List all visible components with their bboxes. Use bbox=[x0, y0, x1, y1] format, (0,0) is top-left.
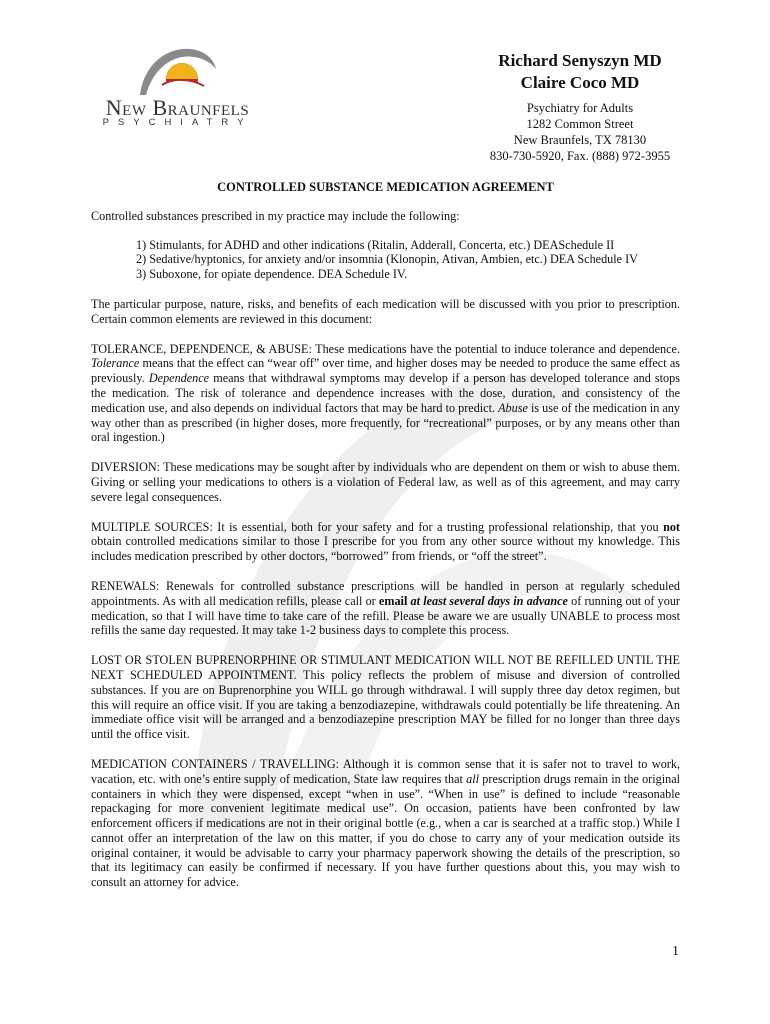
lost-stolen-paragraph: LOST OR STOLEN BUPRENORPHINE OR STIMULANT MEDICATION WILL NOT BE REFILLED UNTIL THE NEXT SCHEDULED APPOINTMENT. This policy reflects the problem of misuse and diversion of controlled substances. If you are on Buprenorphine you WILL go through withdrawal. I will supply three day detox regimen, but this will require an office visit. If you are taking a benzodiazepine, withdrawals could potentially be life threatening. An immediate office visit will be arranged and a benzodiazepine prescription MAY be filled for no longer than three days until the office visit. bbox=[91, 653, 680, 742]
tolerance-paragraph: TOLERANCE, DEPENDENCE, & ABUSE: These medications have the potential to induce tolerance and dependence. Tolerance means that the effect can “wear off” over time, and higher doses may be needed to produce the same effect as previously. Dependence means that withdrawal symptoms may develop if a person has developed tolerance and stops the medication. The risk of tolerance and dependence increases with the dose, duration, and consistency of the medication use, and also depends on individual factors that may be hard to predict. Abuse is use of the medication in any way other than as prescribed (in higher doses, more frequently, for “recreational” purposes, or by any means other than oral ingestion.) bbox=[91, 341, 680, 445]
practice-logo bbox=[100, 45, 255, 130]
sunrise-icon bbox=[138, 45, 218, 97]
list-item: 1) Stimulants, for ADHD and other indications (Ritalin, Adderall, Concerta, etc.) DEASchedule II bbox=[136, 237, 615, 252]
purpose-paragraph: The particular purpose, nature, risks, and benefits of each medication will be discussed with you prior to prescription. Certain common elements are reviewed in this document: bbox=[91, 296, 680, 326]
practice-specialty: Psychiatry for Adults bbox=[526, 101, 634, 115]
renewals-paragraph: RENEWALS: Renewals for controlled substance prescriptions will be handled in person at regularly scheduled appointments. As with all medication refills, please call or email at least several days in advance of running out of your medication, so that I will have time to take care of the refill. Please be aware we are usually UNABLE to process most refills the same day requested. It may take 1-2 business days to complete this process. bbox=[91, 578, 680, 638]
logo-subtitle: PSYCHIATRY bbox=[102, 117, 253, 128]
substance-list bbox=[91, 238, 680, 282]
practice-phone-fax: 830-730-5920, Fax. (888) 972-3955 bbox=[489, 149, 671, 163]
containers-paragraph: MEDICATION CONTAINERS / TRAVELLING: Although it is common sense that it is safer not to travel to work, vacation, etc. with one’s entire supply of medication, State law requires that all prescription drugs remain in the original containers in which they were dispensed, except “when in use”. “When in use” is defined to include “reasonable repackaging for more convenient legitimate medical use”. On occasion, patients have been confronted by law enforcement officers if medications are not in their original bottle (e.g., when a car is searched at a traffic stop.) While I cannot offer an interpretation of the law on this matter, if you do chose to carry any of your medication outside its original container, it would be advisable to carry your pharmacy paperwork showing the details of the prescription, so that its legitimacy can easily be confirmed if necessary. If you have further questions about this, you may wish to consult an attorney for advice. bbox=[91, 756, 680, 890]
agreement-body bbox=[91, 180, 680, 890]
practice-header bbox=[470, 50, 690, 164]
document-title: CONTROLLED SUBSTANCE MEDICATION AGREEMENT bbox=[217, 180, 554, 194]
logo-wordmark: New Braunfels bbox=[105, 95, 250, 120]
doctor-name-2: Claire Coco MD bbox=[520, 73, 640, 92]
multiple-sources-paragraph: MULTIPLE SOURCES: It is essential, both for your safety and for a trusting professional relationship, that you not obtain controlled medications similar to those I prescribe for you from any other source without my knowledge. This includes medication prescribed by other doctors, “borrowed” from friends, or “off the street”. bbox=[91, 519, 680, 564]
diversion-paragraph: DIVERSION: These medications may be sought after by individuals who are dependent on them or wish to abuse them. Giving or selling your medications to others is a violation of Federal law, as well as of this agreement, and may carry severe legal consequences. bbox=[91, 460, 680, 504]
practice-street: 1282 Common Street bbox=[526, 117, 634, 131]
page-number: 1 bbox=[672, 944, 679, 959]
intro-paragraph: Controlled substances prescribed in my practice may include the following: bbox=[91, 208, 460, 223]
list-item: 2) Sedative/hyptonics, for anxiety and/or insomnia (Klonopin, Ativan, Ambien, etc.) DEA Schedule IV bbox=[136, 252, 638, 267]
doctor-name-1: Richard Senyszyn MD bbox=[498, 51, 662, 70]
practice-city: New Braunfels, TX 78130 bbox=[513, 133, 647, 147]
list-item: 3) Suboxone, for opiate dependence. DEA Schedule IV. bbox=[136, 267, 408, 282]
